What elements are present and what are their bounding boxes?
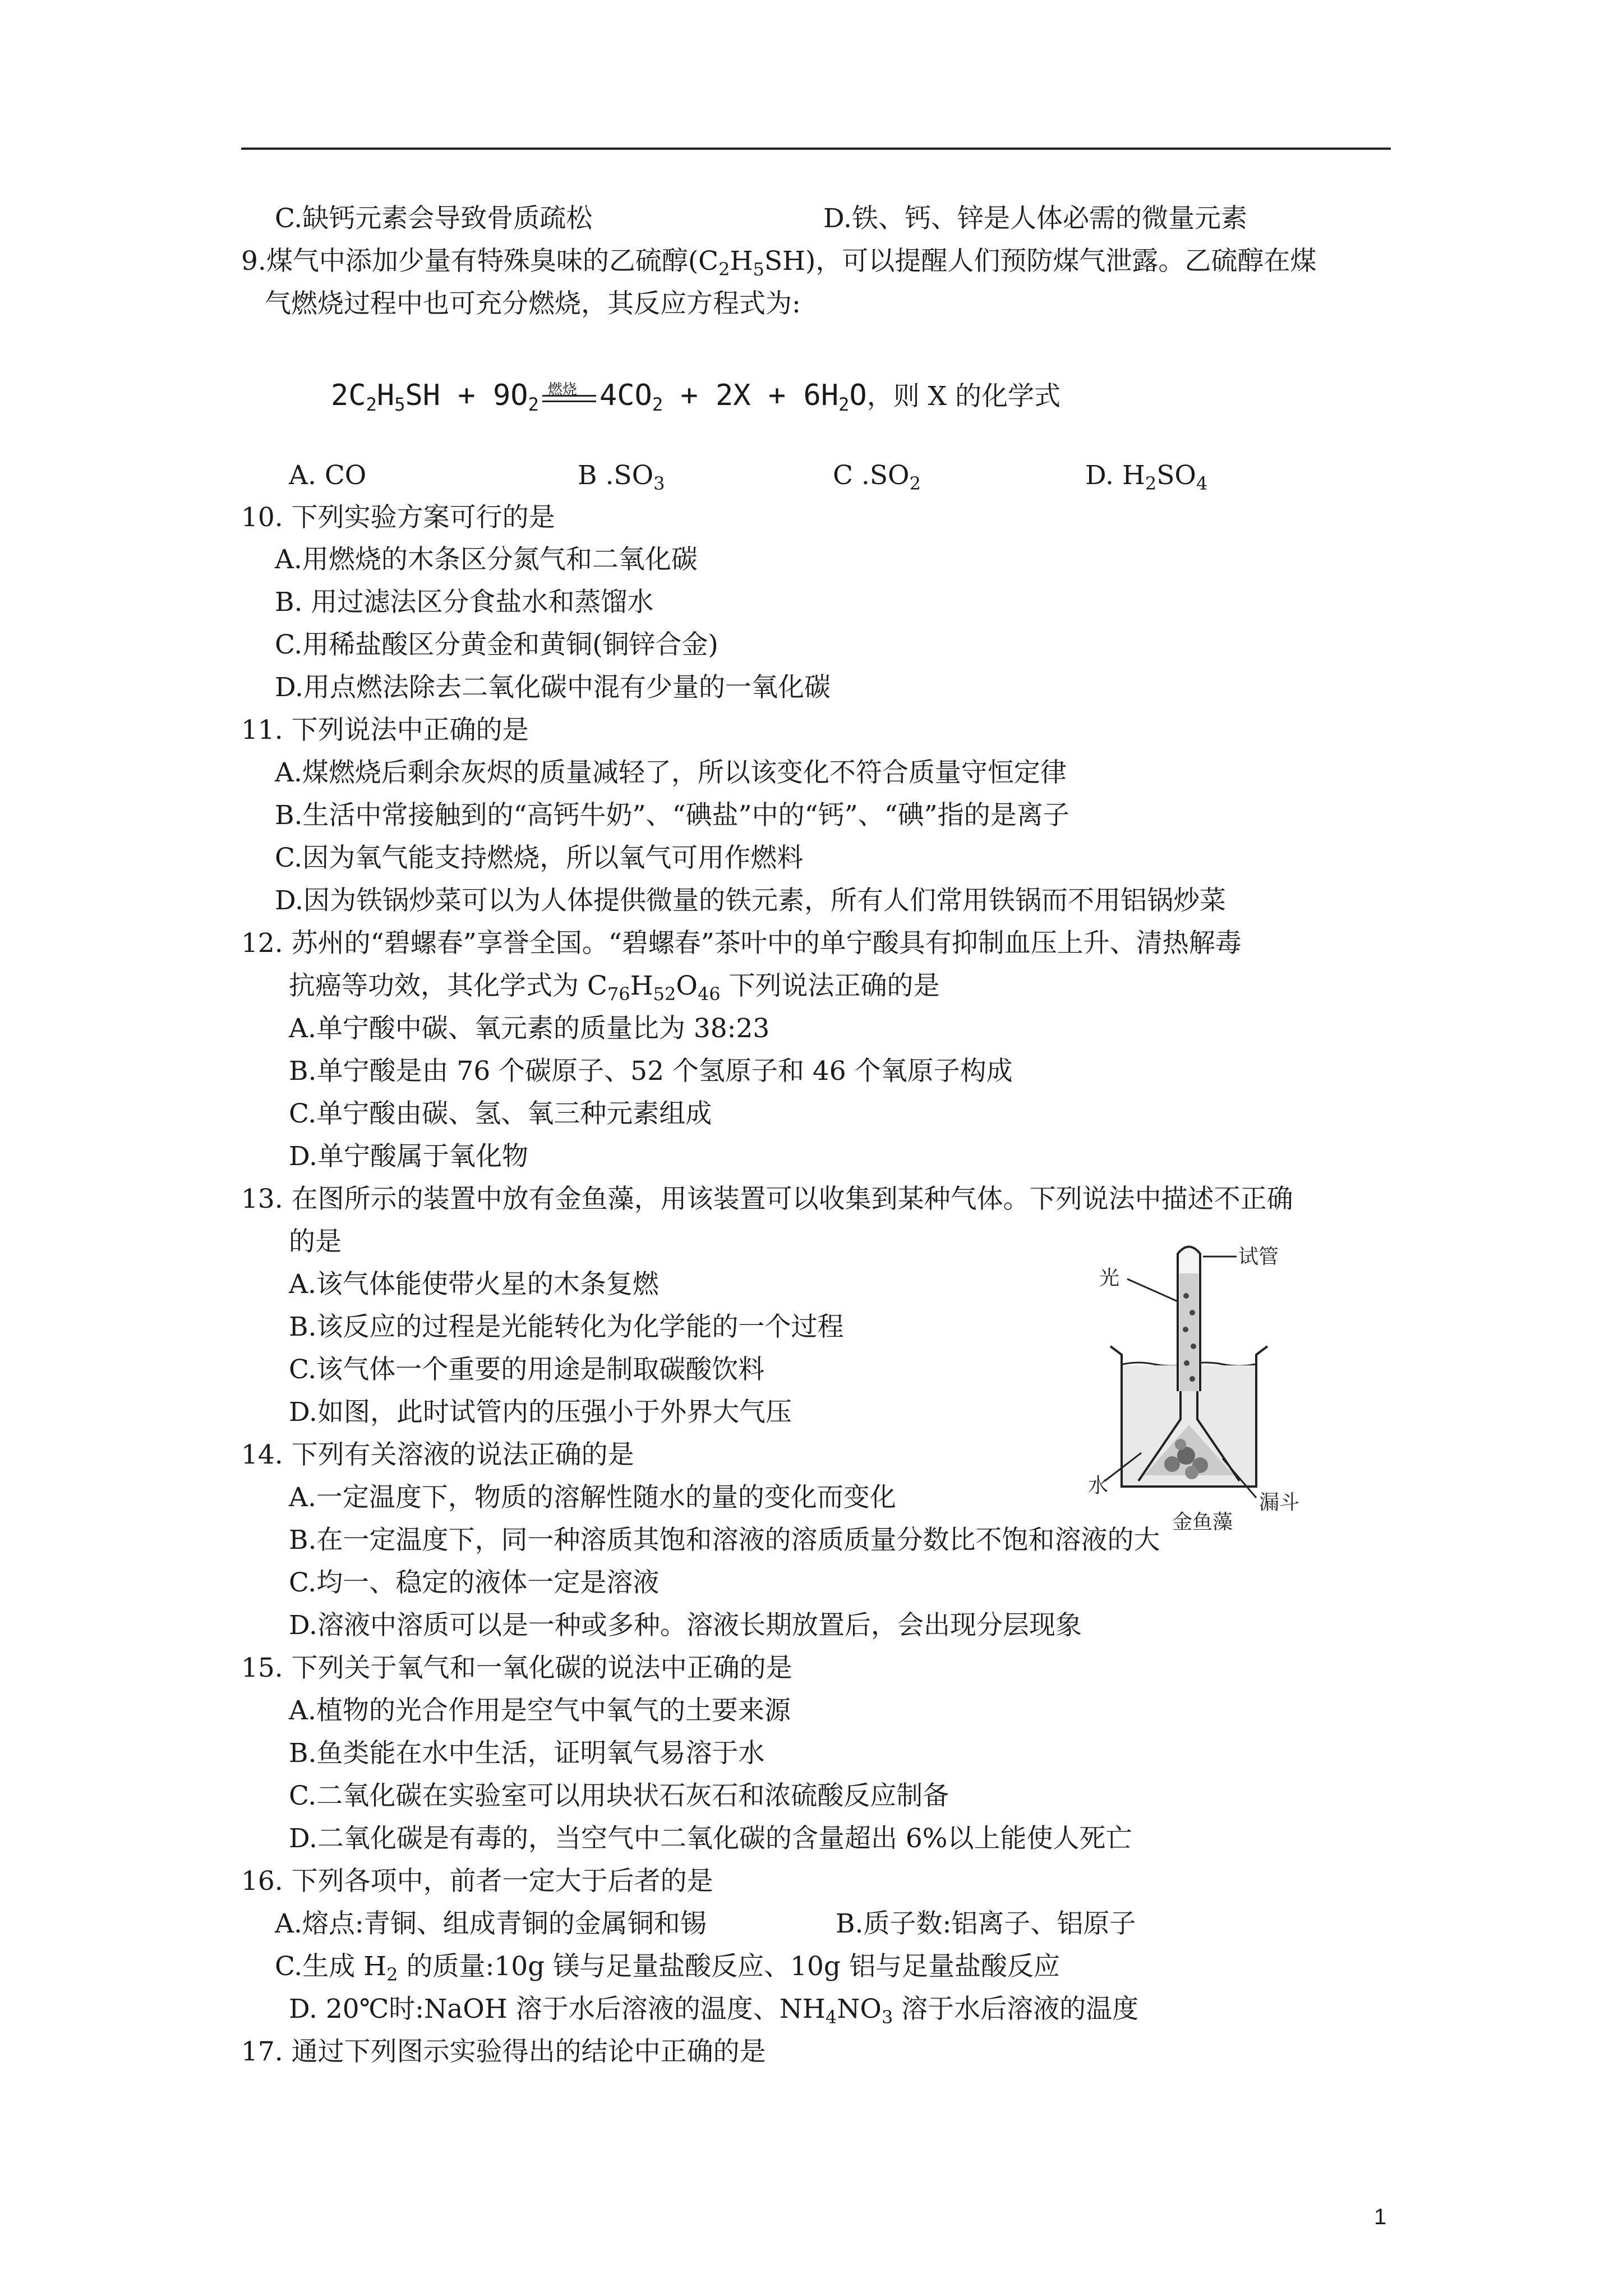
q9-stem-line1: 9.煤气中添加少量有特殊臭味的乙硫醇$(C_2H_5SH)$，可以提醒人们预防煤气泄露。乙硫醇在煤 — [241, 246, 1317, 280]
q15-stem: 15. 下列关于氧气和一氧化碳的说法中正确的是 — [241, 1653, 792, 1683]
q16-option-a: A.熔点:青铜、组成青铜的金属铜和锡 — [275, 1908, 707, 1939]
q12-stem-line1: 12. 苏州的“碧螺春”享誉全国。“碧螺春”茶叶中的单宁酸具有抑制血压上升、清热解毒 — [241, 928, 1242, 959]
header-rule — [241, 148, 1391, 150]
q15-option-b: B.鱼类能在水中生活，证明氧气易溶于水 — [289, 1738, 765, 1769]
q11-option-b: B.生活中常接触到的“高钙牛奶”、“碘盐”中的“钙”、“碘”指的是离子 — [275, 800, 1069, 831]
q11-stem: 11. 下列说法中正确的是 — [241, 715, 529, 746]
label-light: 光 — [1099, 1267, 1120, 1290]
q14-option-a: A.一定温度下，物质的溶解性随水的量的变化而变化 — [289, 1482, 896, 1513]
q12-option-a: A.单宁酸中碳、氧元素的质量比为 38:23 — [289, 1013, 770, 1044]
q14-option-b: B.在一定温度下，同一种溶质其饱和溶液的溶质质量分数比不饱和溶液的大 — [289, 1525, 1160, 1556]
q16-option-b: B.质子数:铝离子、铝原子 — [836, 1908, 1136, 1939]
light-leader-line — [1127, 1279, 1178, 1301]
label-water: 水 — [1088, 1474, 1109, 1497]
q14-option-d: D.溶液中溶质可以是一种或多种。溶液长期放置后，会出现分层现象 — [289, 1610, 1082, 1641]
reaction-equals-sign: 燃烧 — [542, 380, 596, 414]
q14-option-c: C.均一、稳定的液体一定是溶液 — [289, 1567, 660, 1598]
q13-option-d: D.如图，此时试管内的压强小于外界大气压 — [289, 1397, 792, 1428]
q9-stem-line2: 气燃烧过程中也可充分燃烧，其反应方程式为: — [265, 288, 801, 319]
q13-option-c: C.该气体一个重要的用途是制取碳酸饮料 — [289, 1354, 765, 1385]
apparatus-diagram — [1088, 1234, 1324, 1537]
q13-stem-line1: 13. 在图所示的装置中放有金鱼藻，用该装置可以收集到某种气体。下列说法中描述不正确 — [241, 1184, 1293, 1214]
q13-apparatus-figure — [1088, 1234, 1324, 1537]
q10-option-c: C.用稀盐酸区分黄金和黄铜(铜锌合金) — [275, 629, 718, 660]
q10-option-d: D.用点燃法除去二氧化碳中混有少量的一氧化碳 — [275, 672, 831, 703]
q15-option-d: D.二氧化碳是有毒的，当空气中二氧化碳的含量超出 6%以上能使人死亡 — [289, 1823, 1132, 1854]
q16-option-c: C.生成 $H_2$ 的质量:10g 镁与足量盐酸反应、10g 铝与足量盐酸反应 — [275, 1951, 1060, 1985]
q15-option-a: A.植物的光合作用是空气中氧气的土要来源 — [289, 1695, 791, 1726]
q13-option-a: A.该气体能使带火星的木条复燃 — [289, 1269, 659, 1300]
q9-option-a: A. CO — [289, 460, 367, 491]
label-funnel: 漏斗 — [1259, 1491, 1300, 1514]
q13-stem-line2: 的是 — [289, 1226, 342, 1257]
q16-stem: 16. 下列各项中，前者一定大于后者的是 — [241, 1866, 713, 1897]
q11-option-c: C.因为氧气能支持燃烧，所以氧气可用作燃料 — [275, 843, 804, 873]
page-number: 1 — [1374, 2205, 1387, 2229]
q12-option-b: B.单宁酸是由 76 个碳原子、52 个氢原子和 46 个氧原子构成 — [289, 1056, 1013, 1087]
q9-chemical-equation: $2C_2H_5SH + 9O_2$ 燃烧 $4CO_2 + 2X + 6H_2O$，则 X 的化学式 — [331, 379, 1061, 415]
label-waterweed: 金鱼藻 — [1172, 1511, 1233, 1534]
q17-stem: 17. 通过下列图示实验得出的结论中正确的是 — [241, 2036, 766, 2067]
q12-option-d: D.单宁酸属于氧化物 — [289, 1141, 528, 1172]
label-test-tube: 试管 — [1238, 1245, 1279, 1268]
q11-option-a: A.煤燃烧后剩余灰烬的质量减轻了，所以该变化不符合质量守恒定律 — [275, 757, 1067, 788]
q12-option-c: C.单宁酸由碳、氢、氧三种元素组成 — [289, 1098, 712, 1129]
q11-option-d: D.因为铁锅炒菜可以为人体提供微量的铁元素，所有人们常用铁锅而不用铝锅炒菜 — [275, 885, 1226, 916]
q9-option-d: D. $H_2SO_4$ — [1085, 460, 1208, 494]
q12-stem-line2: 抗癌等功效，其化学式为 $C_{76}H_{52}O_{46}$ 下列说法正确的是 — [289, 970, 940, 1005]
q14-stem: 14. 下列有关溶液的说法正确的是 — [241, 1439, 634, 1470]
q8-option-d: D.铁、钙、锌是人体必需的微量元素 — [823, 203, 1247, 234]
q8-option-c: C.缺钙元素会导致骨质疏松 — [275, 203, 593, 234]
test-tube — [1178, 1247, 1200, 1392]
q15-option-c: C.二氧化碳在实验室可以用块状石灰石和浓硫酸反应制备 — [289, 1780, 949, 1811]
q10-option-b: B. 用过滤法区分食盐水和蒸馏水 — [275, 587, 654, 618]
q9-option-b: B $.SO_3$ — [578, 460, 665, 494]
q10-option-a: A.用燃烧的木条区分氮气和二氧化碳 — [275, 544, 698, 575]
q13-option-b: B.该反应的过程是光能转化为化学能的一个过程 — [289, 1312, 844, 1342]
q9-option-c: C $.SO_2$ — [833, 460, 921, 494]
q10-stem: 10. 下列实验方案可行的是 — [241, 502, 555, 533]
q16-option-d: D. 20℃时:NaOH 溶于水后溶液的温度、$NH_4NO_3$ 溶于水后溶液的温度 — [289, 1994, 1139, 2028]
